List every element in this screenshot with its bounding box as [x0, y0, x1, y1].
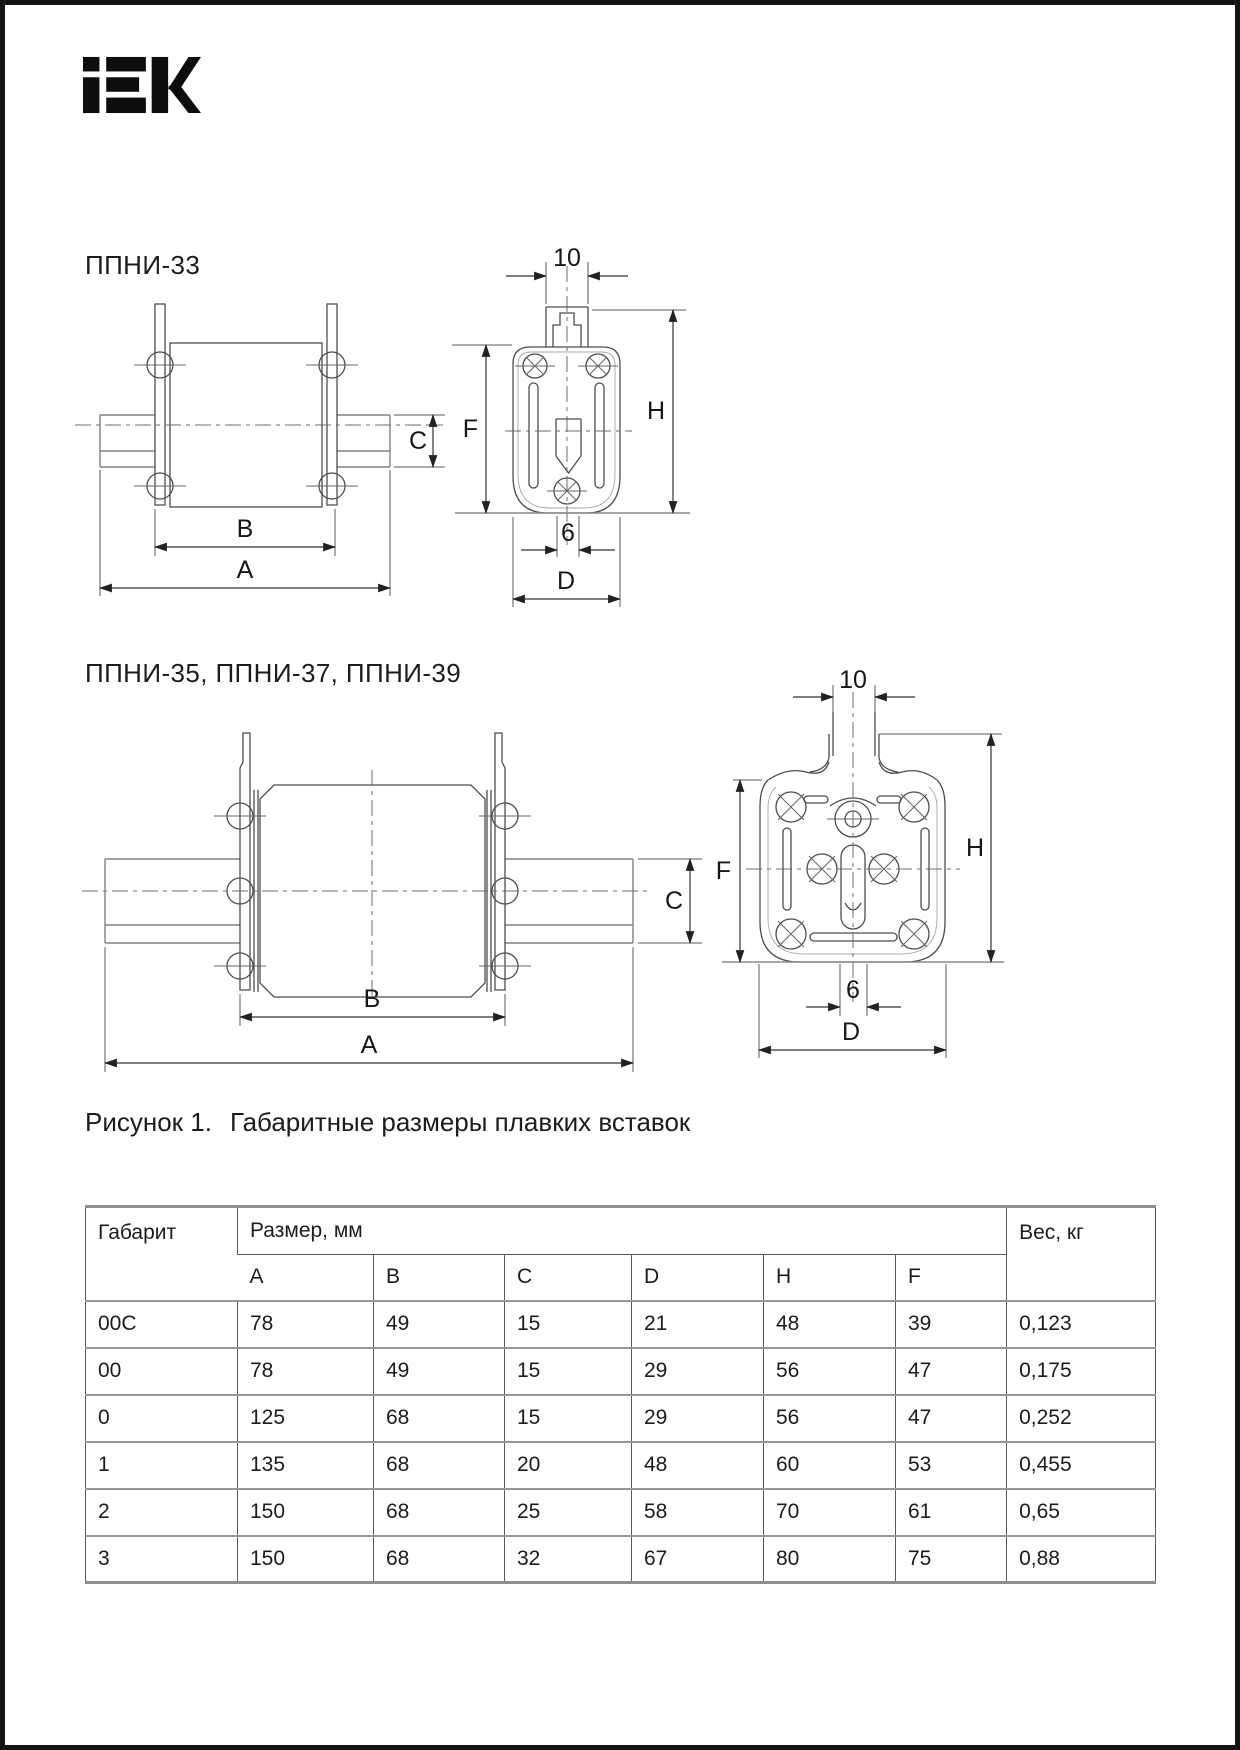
table-cell: 53: [896, 1442, 1007, 1489]
column-header-c: C: [505, 1255, 632, 1301]
table-cell: 39: [896, 1301, 1007, 1348]
dim-label-h: H: [646, 397, 665, 425]
table-cell: 20: [505, 1442, 632, 1489]
column-header-a: A: [249, 1265, 264, 1289]
dim-label-a: A: [236, 556, 254, 584]
figure-caption-text: Габаритные размеры плавких вставок: [229, 1107, 691, 1137]
table-cell: 49: [374, 1301, 505, 1348]
column-header-d: D: [632, 1255, 764, 1301]
dim-label-f2: F: [715, 857, 731, 885]
dim-label-a2: A: [360, 1031, 378, 1059]
column-header-razmer: Размер, мм: [238, 1207, 1007, 1255]
table-cell: 29: [632, 1348, 764, 1395]
table-cell: 150: [238, 1536, 374, 1583]
table-cell: 0,88: [1007, 1536, 1156, 1583]
table-row: [86, 1536, 1156, 1583]
dim-label-d2: D: [841, 1018, 861, 1046]
dim-label-6: 6: [561, 519, 575, 547]
table-cell: 21: [632, 1301, 764, 1348]
table-cell: 0,65: [1007, 1489, 1156, 1536]
table-cell: 47: [896, 1348, 1007, 1395]
table-cell: 78: [238, 1301, 374, 1348]
table-row: [86, 1348, 1156, 1395]
table-cell: 58: [632, 1489, 764, 1536]
table-row: [86, 1489, 1156, 1536]
column-header-h: H: [764, 1255, 896, 1301]
dim-label-f: F: [462, 415, 478, 443]
table-cell: 68: [374, 1395, 505, 1442]
column-header-ves: Вес, кг: [1007, 1207, 1156, 1301]
dim-label-6b: 6: [846, 976, 860, 1004]
table-cell: 15: [505, 1301, 632, 1348]
table-cell: 25: [505, 1489, 632, 1536]
drawing-title-ppni33: ППНИ-33: [85, 250, 201, 280]
table-cell: 68: [374, 1536, 505, 1583]
dim-label-10b: 10: [839, 666, 867, 694]
column-header-gabarit: Габарит: [98, 1221, 177, 1244]
table-cell: 0,123: [1007, 1301, 1156, 1348]
column-header-f: F: [896, 1255, 1007, 1301]
dim-label-10: 10: [553, 244, 581, 272]
dim-label-c: C: [408, 427, 427, 455]
table-cell: 15: [505, 1348, 632, 1395]
dimensions-table: [85, 1205, 1156, 1584]
table-cell: 00C: [86, 1301, 238, 1348]
table-cell: 70: [764, 1489, 896, 1536]
table-cell: 2: [86, 1489, 238, 1536]
ppni33-side-view: [75, 304, 445, 596]
table-cell: 0,455: [1007, 1442, 1156, 1489]
ppni35-side-view: [82, 733, 702, 1072]
dim-label-c2: C: [664, 887, 683, 915]
table-cell: 68: [374, 1489, 505, 1536]
table-cell: 32: [505, 1536, 632, 1583]
table-cell: 48: [764, 1301, 896, 1348]
table-cell: 67: [632, 1536, 764, 1583]
table-cell: 125: [238, 1395, 374, 1442]
dim-label-h2: H: [965, 834, 984, 862]
figure-caption-number: Рисунок 1.: [85, 1107, 212, 1137]
table-cell: 56: [764, 1348, 896, 1395]
column-header-b: B: [374, 1255, 505, 1301]
table-cell: 135: [238, 1442, 374, 1489]
table-cell: 47: [896, 1395, 1007, 1442]
dimensions-table-body: [86, 1301, 1156, 1583]
table-cell: 00: [86, 1348, 238, 1395]
table-cell: 0,175: [1007, 1348, 1156, 1395]
table-cell: 68: [374, 1442, 505, 1489]
table-cell: 80: [764, 1536, 896, 1583]
table-cell: 60: [764, 1442, 896, 1489]
dim-label-b2: B: [363, 985, 381, 1013]
table-cell: 3: [86, 1536, 238, 1583]
table-cell: 150: [238, 1489, 374, 1536]
table-cell: 56: [764, 1395, 896, 1442]
table-row: [86, 1395, 1156, 1442]
ppni35-front-view: [716, 666, 1004, 1058]
drawing-title-ppni35-37-39: ППНИ-35, ППНИ-37, ППНИ-39: [85, 658, 462, 688]
table-cell: 29: [632, 1395, 764, 1442]
table-row: [86, 1301, 1156, 1348]
figure-caption: [85, 1107, 690, 1138]
table-cell: 15: [505, 1395, 632, 1442]
dim-label-d: D: [556, 567, 576, 595]
table-cell: 1: [86, 1442, 238, 1489]
table-cell: 61: [896, 1489, 1007, 1536]
table-cell: 0,252: [1007, 1395, 1156, 1442]
ppni33-front-view: [452, 244, 690, 607]
dim-label-b: B: [236, 515, 254, 543]
table-cell: 49: [374, 1348, 505, 1395]
table-row: [86, 1442, 1156, 1489]
table-cell: 78: [238, 1348, 374, 1395]
table-cell: 75: [896, 1536, 1007, 1583]
table-cell: 48: [632, 1442, 764, 1489]
table-cell: 0: [86, 1395, 238, 1442]
